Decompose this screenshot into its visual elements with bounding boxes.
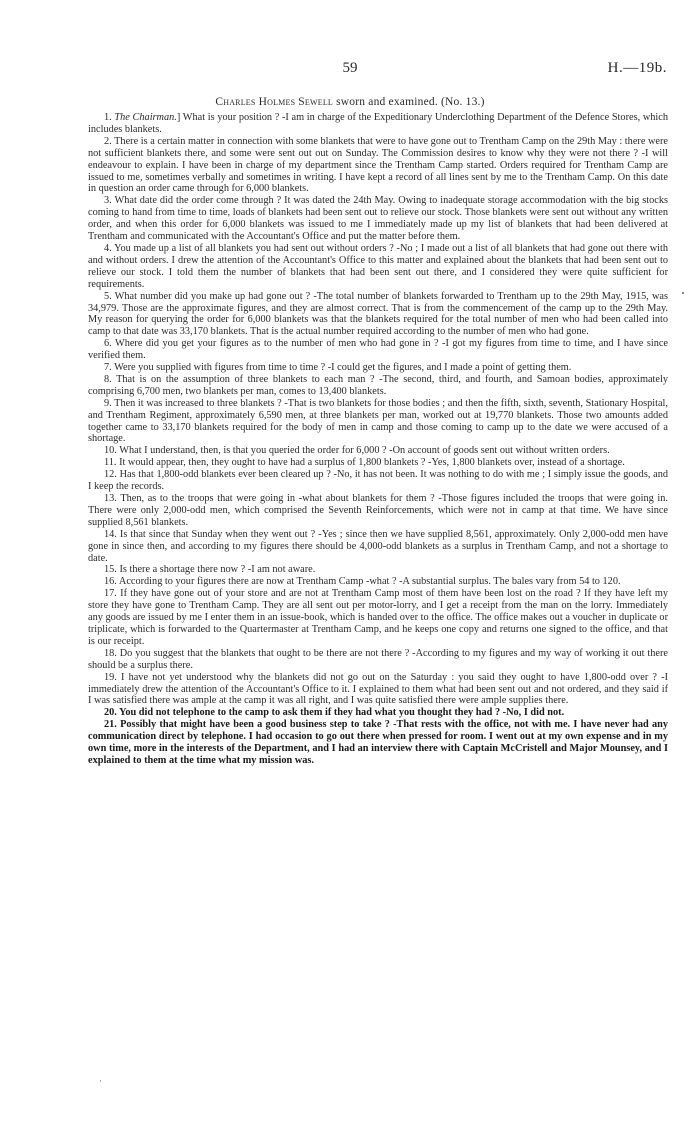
question-paragraph-9: 9. Then it was increased to three blankets ? -That is two blankets for those bodies ; and then the fifth, sixth, seventh, Stationary Hospital, and Trentham Regiment, approximately 6,590 men, at three blankets per man, worked out at 19,770 blankets. Those two amounts added together came to 33,170 blankets required for the body of men in camp and those coming to camp up to the date we were accused of a shortage. (88, 397, 668, 445)
question-paragraph-19: 19. I have not yet understood why the blankets did not go out on the Saturday : you said they ought to have 1,800-odd over ? -I immediately drew the attention of the Accountant's Office to it. I explained to them what had been sent out and not ordered, and they said if I was satisfied there was ample at the camp it was all right, and I was quite satisfied there were ample supplies there. (88, 671, 668, 707)
question-paragraph-7: 7. Were you supplied with figures from time to time ? -I could get the figures, and I made a point of getting them. (104, 362, 572, 374)
question-paragraph-5: 5. What number did you make up had gone out ? -The total number of blankets forwarded to Trentham up to the 29th May, 1915, was 34,979. Those are the approximate figures, and they are almost correct. That is from the commencement of the camp up to the 29th May. My reason for querying the order for 6,000 blankets was that the blankets required for the total number of men who had been called into camp to that date was 33,170 blankets. That is the actual number required according to the number of men who had gone. (88, 290, 668, 338)
question-paragraph-14: 14. Is that since that Sunday when they went out ? -Yes ; since then we have supplied 8,561, approximately. Only 2,000-odd men have gone in since then, and according to my figures there should be 4,000-odd blankets as a surplus in Trentham Camp, and not a shortage to date. (88, 528, 668, 564)
question-paragraph-1: 1. The Chairman.] What is your position ? -I am in charge of the Expeditionary Underclothing Department of the Defence Stores, which includes blankets. (88, 112, 668, 135)
document-reference: H.—19b. (607, 60, 667, 76)
question-paragraph-15: 15. Is there a shortage there now ? -I am not aware. (104, 564, 316, 576)
question-paragraph-11: 11. It would appear, then, they ought to have had a surplus of 1,800 blankets ? -Yes, 1,800 blankets over, instead of a shortage. (104, 457, 625, 469)
margin-speck (100, 1080, 101, 1082)
question-paragraph-6: 6. Where did you get your figures as to the number of men who had gone in ? -I got my figures from time to time, and I have since verified them. (88, 338, 668, 362)
question-paragraph-13: 13. Then, as to the troops that were going in -what about blankets for them ? -Those figures included the troops that were going in. There were only 2,000-odd men, which comprised the Seventh Reinforcements, which were not in camp at that time. We have since supplied 8,561 blankets. (88, 493, 668, 528)
witness-name: Charles Holmes Sewell (215, 96, 333, 108)
question-paragraph-18: 18. Do you suggest that the blankets that ought to be there are not there ? -According to my figures and my way of working it out there should be a surplus there. (88, 647, 668, 671)
question-paragraph-10: 10. What I understand, then, is that you queried the order for 6,000 ? -On account of goods sent out without written orders. (104, 445, 610, 457)
chairman-label: The Chairman. (114, 112, 177, 123)
question-paragraph-2: 2. There is a certain matter in connection with some blankets that were to have gone out to Trentham Camp on the 29th May : there were not sufficient blankets there, and some were sent out out on Sunday. The Commission desires to know why they were not there ? -I will endeavour to explain. I have been in charge of my department since the Trentham Camp started. Orders required for Trentham Camp are issued to me, sometimes verbally and sometimes in writing. I have kept a record of all lines sent by me to the Trentham Camp. On this date in question an order came through for 6,000 blankets. (88, 135, 668, 195)
question-paragraph-21: 21. Possibly that might have been a good business step to take ? -That rests with the office, not with me. I have never had any communication direct by telephone. I had occasion to go out there when pressed for room. I went out at my own expense and in my own time, more in the interests of the Department, and I had an interview there with Captain McCristell and Major Mounsey, and I explained to them at the time what my mission was. (88, 719, 668, 766)
question-paragraph-4: 4. You made up a list of all blankets you had sent out without orders ? -No ; I made out a list of all blankets that had gone out there with and without orders. I drew the attention of the Accountant's Office to this matter and explained about the blankets that had been sent out to relieve our stock. I told them the number of blankets that had been sent out there, and I considered they were quite sufficient for requirements. (88, 242, 668, 290)
question-paragraph-20: 20. You did not telephone to the camp to ask them if they had what you thought they had ? -No, I did not. (104, 707, 565, 719)
heading-rest: sworn and examined. (No. 13.) (333, 96, 485, 108)
question-paragraph-16: 16. According to your figures there are now at Trentham Camp -what ? -A substantial surplus. The bales vary from 54 to 120. (104, 576, 621, 588)
page-number: 59 (342, 60, 358, 76)
question-paragraph-17: 17. If they have gone out of your store and are not at Trentham Camp most of them have been lost on the road ? If they have left my store they have gone to Trentham Camp. They are all sent out per motor-lorry, and I get a receipt from the man on the lorry. Immediately any goods are issued by me I enter them in an issue-book, which is handed over to the office. The office makes out a voucher in duplicate or triplicate, which is forwarded to the Quartermaster at Trentham Camp, and he keeps one copy and returns one signed to the office, and that is our receipt. (88, 588, 668, 647)
transcript-body (88, 112, 668, 767)
question-paragraph-8: 8. That is on the assumption of three blankets to each man ? -The second, third, and fourth, and Samoan bodies, approximately comprising 6,700 men, two blankets per man, comes to 13,400 blankets. (88, 373, 668, 397)
margin-speck (682, 292, 684, 294)
examination-heading (0, 96, 700, 108)
question-paragraph-12: 12. Has that 1,800-odd blankets ever been cleared up ? -No, it has not been. It was nothing to do with me ; I simply issue the goods, and I keep the records. (88, 469, 668, 493)
question-paragraph-3: 3. What date did the order come through ? It was dated the 24th May. Owing to inadequate storage accommodation with the big stocks coming to hand from time to time, loads of blankets had been sent out to relieve our stock. Those blankets were sent out without any written order, and when this order for 6,000 blankets was issued to me I immediately made up my list of blankets that had been delivered at Trentham and communicated with the Accountant's Office and put the matter before them. (88, 195, 668, 243)
